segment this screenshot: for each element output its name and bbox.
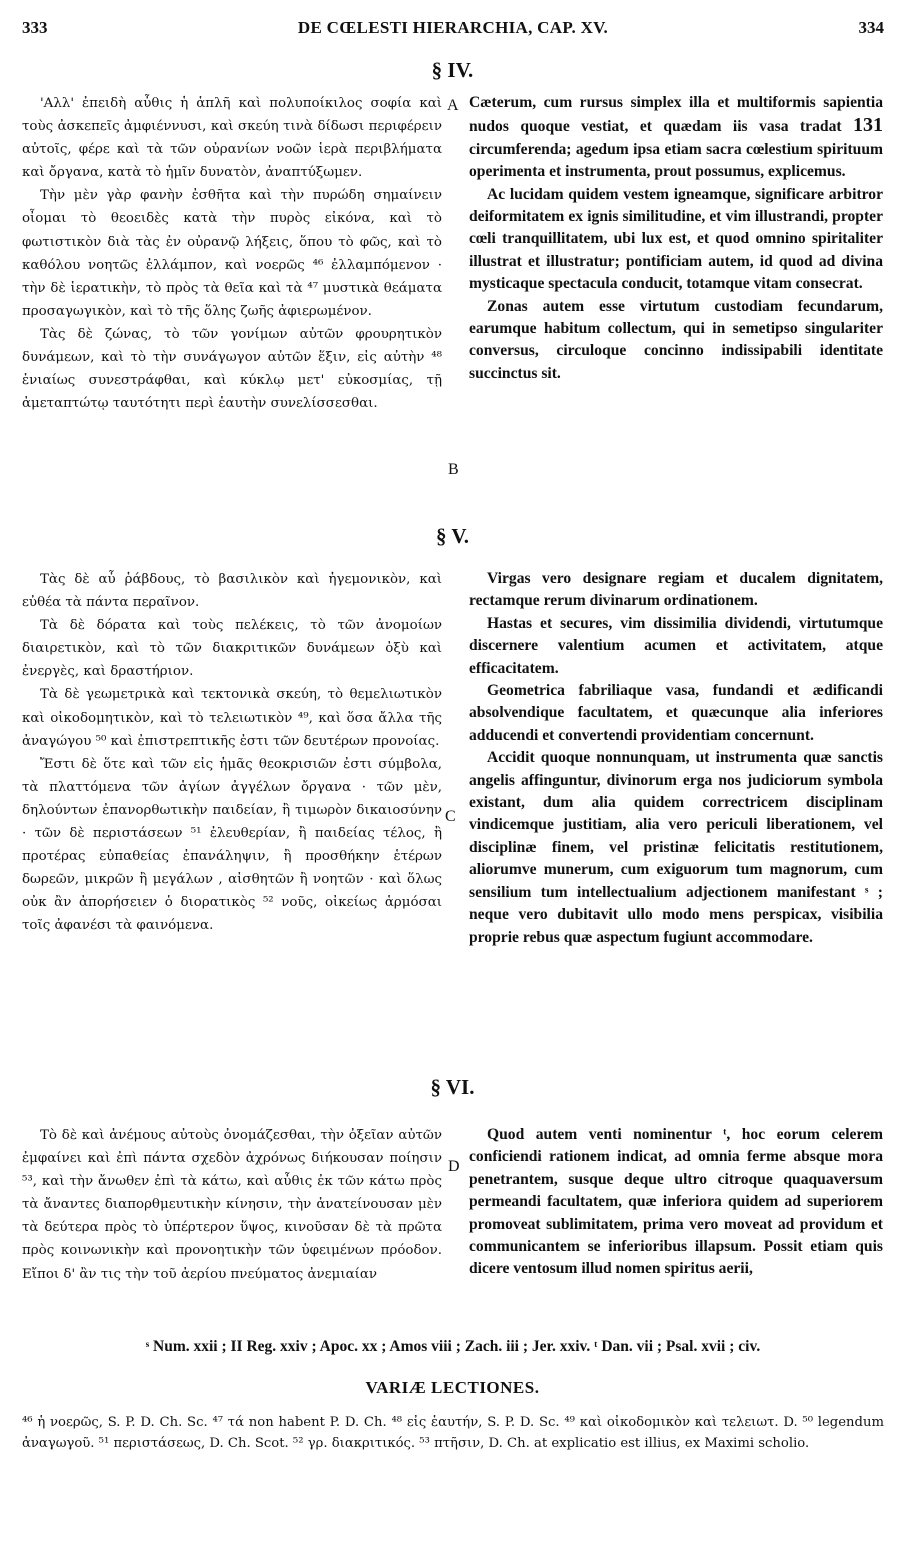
variae-lectiones-text: ⁴⁶ ἡ νοερῶς, S. P. D. Ch. Sc. ⁴⁷ τά non habent P. D. Ch. ⁴⁸ εἰς ἑαυτήν, S. P. D. Sc. ⁴⁹ καὶ οἰκοδομικὸν καὶ τελειωτ. D. ⁵⁰ legendum ἀναγωγοῦ. ⁵¹ περιστάσεως, D. Ch. Scot. ⁵² γρ. διακριτικός. ⁵³ πτῆσιν, D. Ch. at explicatio est illius, ex Maximi scholio. [22, 1415, 884, 1451]
section-heading-iv: § IV. [431, 58, 474, 82]
latin-column-section-vi [469, 1124, 883, 1281]
margin-marker-a: A [447, 97, 459, 114]
margin-marker-c: C [445, 808, 456, 825]
latin-paragraph: Ac lucidam quidem vestem igneamque, significare arbitror deiformitatem ex ignis similitudine, et vim illustrandi, propter cœli tranquillitatem, ubi lux est, et quod omnino spiritaliter illustrat et illustratur; pontificiam autem, id quod ad divina mysticaque spectacula conducit, totamque vitam consecrat. [469, 185, 883, 293]
section-heading-vi: § VI. [430, 1075, 475, 1099]
latin-paragraph: Accidit quoque nonnunquam, ut instrumenta quæ sanctis angelis affinguntur, divinorum erga nos judiciorum symbola existant, dum alia quidem correctricem disciplinam vindicemque justitiam, alia vero periculi liberationem, vel disciplinæ finem, vel pristinæ felicitatis restitutionem, aliorumve munerum, cum exiguorum tum magnorum, cum sensilium tum intellectualium adjectionem manifestant ˢ ; neque vero dubitavit ullo modo mens perspicax, visibilia proprie rebus quæ aspectum fugiunt accommodare. [469, 749, 883, 946]
greek-paragraph: Τὰς δὲ ζώνας, τὸ τῶν γονίμων αὐτῶν φρουρητικὸν δυνάμεων, καὶ τὸ τὴν συνάγωγον αὐτῶν ἕξιν, εἰς αὐτὴν ⁴⁸ ἑνιαίως συνεστράφθαι, καὶ κύκλῳ μετ' εὐκοσμίας, τῇ ἀμεταπτώτῳ ταυτότητι περὶ ἑαυτὴν συνελίσσεσθαι. [22, 326, 442, 412]
margin-marker-b: B [448, 461, 459, 478]
latin-text: Cæterum, cum rursus simplex illa et multiformis sapientia nudos quoque vestiat, et quædam iis vasa tradat [469, 94, 883, 136]
greek-paragraph: Ἔστι δὲ ὅτε καὶ τῶν εἰς ἡμᾶς θεοκρισιῶν ἐστι σύμβολα, τὰ πλαττόμενα τῶν ἁγίων ἀγγέλων ὄργανα · τῶν μὲν, δηλούντων ἐπανορθωτικὴν παιδείαν, ἢ τιμωρὸν δικαιοσύνην · τῶν δὲ περιστάσεων ⁵¹ ἐλευθερίαν, ἢ παιδείας τέλος, ἢ προτέρας εὐπαθείας ἐπανάληψιν, ἢ προσθήκην ἑτέρων δωρεῶν, μικρῶν ἢ μεγάλων , αἰσθητῶν ἢ νοητῶν · καὶ ὅλως οὐκ ἂν ἀπορήσειεν ὁ διορατικὸς ⁵² νοῦς, οἰκείως ἁρμόσαι τοῖς ἀφανέσι τὰ φαινόμενα. [22, 756, 442, 934]
greek-paragraph: 'Αλλ' ἐπειδὴ αὖθις ἡ ἁπλῆ καὶ πολυποίκιλος σοφία καὶ τοὺς ἀσκεπεῖς ἀμφιέννυσι, καὶ σκεύη τινὰ δίδωσι περιφέρειν αὐτοῖς, φέρε καὶ τὰ τῶν οὐρανίων νοῶν ἱερὰ περιβλήματα καὶ ὄργανα, κατὰ τὸ ἡμῖν δυνατὸν, ἀναπτύξωμεν. [22, 96, 442, 181]
greek-paragraph: Τὸ δὲ καὶ ἀνέμους αὐτοὺς ὀνομάζεσθαι, τὴν ὀξεῖαν αὐτῶν ἐμφαίνει καὶ ἐπὶ πάντα σχεδὸν ἀχρόνως διήκουσαν ποίησιν ⁵³, καὶ τὴν ἄνωθεν ἐπὶ τὰ κάτω, καὶ αὖθις ἐκ τῶν κάτω πρὸς τὰ ἄναντες διαπορθμευτικὴν κίνησιν, τὴν ἀνατείνουσαν μὲν τὰ δεύτερα πρὸς τὸ ὑπέρτερον ὕψος, κινοῦσαν δὲ τὰ πρῶτα πρὸς κοινωνικὴν καὶ προνοητικὴν τῶν ὑφειμένων πρόοδον. Εἴποι δ' ἂν τις τὴν τοῦ ἀερίου πνεύματος ἀνεμιαίαν [22, 1128, 442, 1282]
scripture-footnote: ˢ Num. xxii ; II Reg. xxiv ; Apoc. xx ; Amos viii ; Zach. iii ; Jer. xxiv. ᵗ Dan. vii ; Psal. xvii ; civ. [145, 1338, 761, 1355]
section-heading-v: § V. [435, 524, 470, 548]
column-number: 131 [853, 114, 883, 137]
page-title: DE CŒLESTI HIERARCHIA, CAP. XV. [297, 18, 609, 37]
greek-column-section-v [22, 568, 442, 938]
latin-paragraph: Virgas vero designare regiam et ducalem dignitatem, rectamque rerum divinarum ordinationem. [469, 570, 883, 610]
latin-paragraph: Geometrica fabriliaque vasa, fundandi et ædificandi absolvendique facultatem, et quæcunque alia inferiores adducendi et convertendi providentiam concernunt. [469, 682, 883, 744]
latin-column-section-v [469, 568, 883, 949]
right-page-number: 334 [858, 18, 884, 37]
margin-marker-d: D [448, 1158, 460, 1175]
latin-text: circumferenda; agedum ipsa etiam sacra cœlestium spirituum operimenta et instrumenta, prout possumus, explicemus. [469, 140, 883, 181]
running-header [22, 18, 884, 42]
greek-column-section-vi [22, 1124, 442, 1286]
latin-paragraph: Hastas et secures, vim dissimilia dividendi, virtutumque discernere valentium acumen et activitatem, atque efficacitatem. [469, 614, 883, 677]
greek-paragraph: Τὰς δὲ αὖ ῥάβδους, τὸ βασιλικὸν καὶ ἡγεμονικὸν, καὶ εὐθέα τὰ πάντα περαῖνον. [22, 572, 442, 611]
latin-paragraph: Quod autem venti nominentur ᵗ, hoc eorum celerem conficiendi rationem indicat, ad omnia ferme absque mora penetrantem, susque deque ultro citroque quaquaversum permeandi facultatem, quæ inferiora quidem ad superiorem promoveat sublimitatem, prima vero moveat ad providum et communicantem se inferioribus illapsum. Possit etiam quis dicere ventosum illud nomen spiritus aerii, [469, 1126, 883, 1278]
greek-paragraph: Τὰ δὲ γεωμετρικὰ καὶ τεκτονικὰ σκεύη, τὸ θεμελιωτικὸν καὶ οἰκοδομητικὸν, καὶ τὸ τελειωτικὸν ⁴⁹, καὶ ὅσα ἄλλα τῆς ἀναγώγου ⁵⁰ καὶ ἐπιστρεπτικῆς ἐστι τῶν δευτέρων προνοίας. [22, 687, 442, 749]
variae-lectiones-title: VARIÆ LECTIONES. [365, 1378, 540, 1397]
latin-column-section-iv [469, 92, 883, 385]
greek-column-section-iv [22, 92, 442, 415]
latin-paragraph: Zonas autem esse virtutum custodiam fecundarum, earumque habitum collectum, qui in semetipso singulariter conversus, circuloque concinno indissipabili identitate succinctus sit. [469, 297, 883, 382]
latin-paragraph [469, 92, 883, 184]
left-page-number: 333 [22, 18, 48, 37]
greek-paragraph: Τὰ δὲ δόρατα καὶ τοὺς πελέκεις, τὸ τῶν ἀνομοίων διαιρετικὸν, καὶ τὸ τῶν διακριτικῶν δυνάμεων ὀξὺ καὶ ἐνεργὲς, καὶ δραστήριον. [22, 618, 442, 680]
greek-paragraph: Τὴν μὲν γὰρ φανὴν ἐσθῆτα καὶ τὴν πυρώδη σημαίνειν οἶομαι τὸ θεοειδὲς κατὰ τὴν πυρὸς εἰκόνα, καὶ τὸ φωτιστικὸν διὰ τὰς ἐν οὐρανῷ λήξεις, ὅπου τὸ φῶς, καὶ τὸ καθόλου νοητῶς ἐλλάμπον, καὶ νοερῶς ⁴⁶ ἐλλαμπόμενον · τὴν δὲ ἱερατικὴν, τὸ πρὸς τὰ θεῖα καὶ τὰ ⁴⁷ μυστικὰ θεάματα προσαγωγικὸν, καὶ τὸ τῆς ὅλης ζωῆς ἀφιερωμένον. [22, 188, 442, 319]
